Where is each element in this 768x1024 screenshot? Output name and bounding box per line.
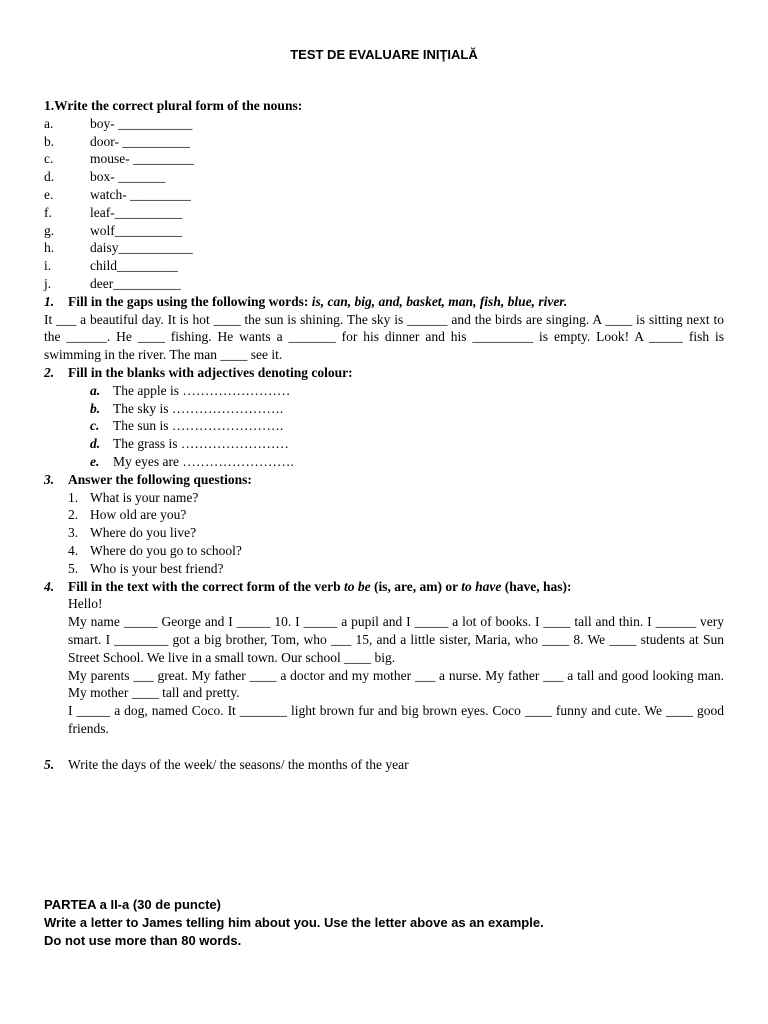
letter-text [44,595,724,737]
part-two-instruction: Do not use more than 80 words. [44,932,242,948]
list-item: a. The apple is …………………… [90,382,291,398]
list-item: d. The grass is …………………… [90,436,289,452]
letter-paragraph: I _____ a dog, named Coco. It _______ light brown fur and big brown eyes. Coco ____ funny and cute. We ____ good friends. [68,703,724,736]
list-item: g. wolf__________ [44,222,183,238]
list-item: c. mouse- _________ [44,151,194,167]
exercise-heading: 2. Fill in the blanks with adjectives denoting colour: [44,364,353,380]
exercise-heading: 1.Write the correct plural form of the nouns: [44,98,303,113]
list-item: b. door- __________ [44,133,190,149]
list-item: d. box- _______ [44,169,166,185]
exercise-heading: 1. Fill in the gaps using the following words: is, can, big, and, basket, man, fish, blue, river. [44,293,568,309]
list-item: f. leaf-__________ [44,204,183,220]
list-item: a. boy- ___________ [44,115,193,131]
letter-paragraph: My parents ___ great. My father ____ a doctor and my mother ___ a nurse. My father ___ a tall and good looking man. My mother ____ tall and pretty. [68,667,724,701]
letter-paragraph: My name _____ George and I _____ 10. I _____ a pupil and I _____ a lot of books. I ____ tall and thin. I ______ very smart. I ________ got a big brother, Tom, who ___ 15, and a little sister, Maria, who ____ 8. We ____ students at Sun Street School. We live in a small town. Our school ____ big. [68,614,724,665]
list-item: b. The sky is ……………………. [90,400,284,416]
letter-greeting: Hello! [68,596,103,612]
exercise-heading: 5. Write the days of the week/ the seasons/ the months of the year [44,756,409,772]
gap-fill-text: It ___ a beautiful day. It is hot ____ the sun is shining. The sky is ______ and the birds are singing. A ____ is sitting next to the ______. He ____ fishing. He wants a _______ for his dinner and his _________ is empty. Look! A _____ fish is swimming in the river. The man ____ see it. [44,311,724,363]
list-item: e. My eyes are ……………………. [90,453,294,469]
exercise-heading: 4. Fill in the text with the correct form of the verb to be (is, are, am) or to have (have, has): [44,578,572,594]
list-item: h. daisy___________ [44,240,193,256]
list-item: e. watch- _________ [44,186,191,202]
list-item: 4. Where do you go to school? [68,542,242,558]
page-title: TEST DE EVALUARE INIŢIALĂ [290,47,478,62]
list-item: 5. Who is your best friend? [68,560,224,576]
list-item: 2. How old are you? [68,507,187,523]
list-item: c. The sun is ……………………. [90,418,284,434]
list-item: j. deer__________ [44,275,181,291]
exercise-plurals [44,97,724,773]
list-item: 3. Where do you live? [68,525,197,541]
list-item: i. child_________ [44,258,178,274]
list-item: 1. What is your name? [68,489,199,505]
part-two-heading: PARTEA a II-a (30 de puncte) [44,897,221,912]
part-two [44,896,724,949]
exercise-heading: 3. Answer the following questions: [44,471,252,487]
part-two-instruction: Write a letter to James telling him about you. Use the letter above as an example. [44,914,544,930]
